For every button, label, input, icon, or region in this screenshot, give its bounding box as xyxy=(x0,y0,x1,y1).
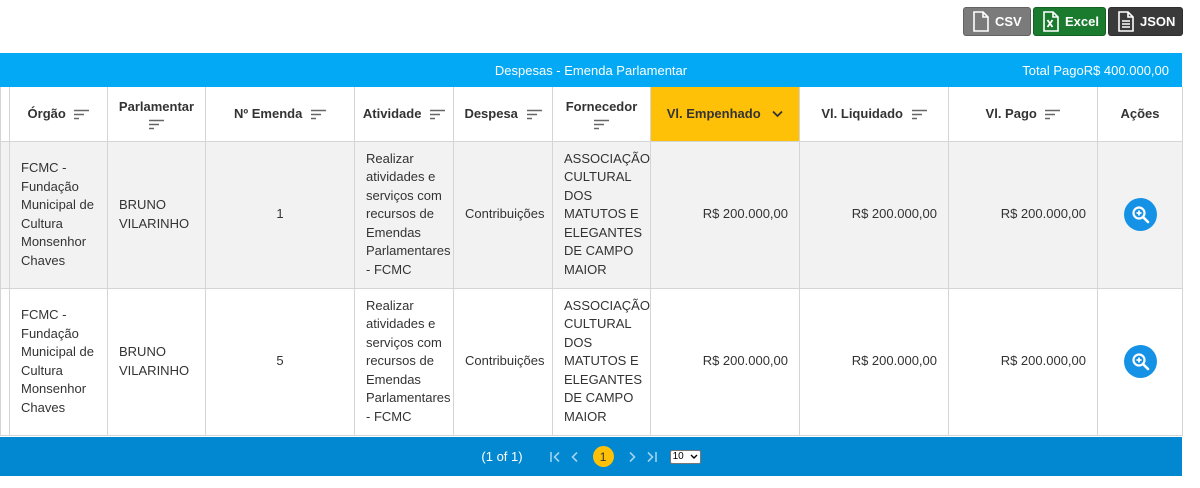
excel-file-icon xyxy=(1042,11,1060,32)
export-json-label: JSON xyxy=(1140,14,1176,29)
cell-empenhado: R$ 200.000,00 xyxy=(651,141,800,288)
cell-acoes xyxy=(1098,141,1183,288)
sort-icon xyxy=(149,119,164,130)
sort-icon xyxy=(527,109,542,120)
paginator xyxy=(0,437,1182,476)
cell-pago: R$ 200.000,00 xyxy=(949,288,1098,435)
zoom-in-icon xyxy=(1131,352,1150,371)
export-toolbar xyxy=(963,7,1183,36)
column-header-liquidado-label: Vl. Liquidado xyxy=(821,105,903,121)
sort-icon xyxy=(1045,109,1060,120)
header-spacer xyxy=(1,87,10,141)
cell-liquidado: R$ 200.000,00 xyxy=(800,288,949,435)
column-header-despesa-label: Despesa xyxy=(464,105,518,121)
row-spacer xyxy=(1,288,10,435)
cell-parlamentar: BRUNO VILARINHO xyxy=(108,141,206,288)
table-row xyxy=(1,141,1183,288)
last-page-button[interactable] xyxy=(642,447,662,467)
file-text-icon xyxy=(1117,11,1135,32)
cell-orgao: FCMC - Fundação Municipal de Cultura Monsenhor Chaves xyxy=(10,141,108,288)
next-page-icon xyxy=(626,451,638,463)
first-page-button[interactable] xyxy=(545,447,565,467)
column-header-orgao-label: Órgão xyxy=(27,105,66,121)
sort-icon xyxy=(74,109,89,120)
chevron-down-icon xyxy=(690,454,698,460)
table-caption xyxy=(0,53,1182,87)
chevron-down-icon xyxy=(772,110,783,118)
column-header-acoes xyxy=(1098,87,1183,141)
expenses-table xyxy=(0,87,1183,436)
first-page-icon xyxy=(549,451,561,463)
row-spacer xyxy=(1,141,10,288)
total-paid: Total PagoR$ 400.000,00 xyxy=(1022,62,1169,78)
header-row xyxy=(1,87,1183,141)
sort-icon xyxy=(430,109,445,120)
export-excel-label: Excel xyxy=(1065,14,1099,29)
column-header-despesa[interactable] xyxy=(454,87,553,141)
sort-icon xyxy=(311,109,326,120)
prev-page-icon xyxy=(569,451,581,463)
view-details-button[interactable] xyxy=(1124,345,1157,378)
column-header-empenhado-label: Vl. Empenhado xyxy=(666,105,761,121)
column-header-fornecedor[interactable] xyxy=(553,87,651,141)
column-header-atividade-label: Atividade xyxy=(362,105,422,121)
rows-per-page-select[interactable] xyxy=(670,450,701,464)
prev-page-button[interactable] xyxy=(565,447,585,467)
column-header-atividade[interactable] xyxy=(355,87,454,141)
cell-empenhado: R$ 200.000,00 xyxy=(651,288,800,435)
page-button-current[interactable]: 1 xyxy=(593,446,614,467)
export-csv-label: CSV xyxy=(995,14,1022,29)
cell-emenda: 5 xyxy=(206,288,355,435)
column-header-parlamentar-label: Parlamentar xyxy=(118,98,195,114)
export-json-button[interactable] xyxy=(1108,7,1183,36)
table-title: Despesas - Emenda Parlamentar xyxy=(494,62,688,78)
export-excel-button[interactable] xyxy=(1033,7,1106,36)
cell-fornecedor: ASSOCIAÇÃO CULTURAL DOS MATUTOS E ELEGANTES DE CAMPO MAIOR xyxy=(553,141,651,288)
zoom-in-icon xyxy=(1131,205,1150,224)
column-header-acoes-label: Ações xyxy=(1120,105,1160,121)
cell-orgao: FCMC - Fundação Municipal de Cultura Monsenhor Chaves xyxy=(10,288,108,435)
column-header-emenda[interactable] xyxy=(206,87,355,141)
export-csv-button[interactable] xyxy=(963,7,1031,36)
file-icon xyxy=(972,11,990,32)
column-header-orgao[interactable] xyxy=(10,87,108,141)
cell-pago: R$ 200.000,00 xyxy=(949,141,1098,288)
cell-fornecedor: ASSOCIAÇÃO CULTURAL DOS MATUTOS E ELEGANTES DE CAMPO MAIOR xyxy=(553,288,651,435)
next-page-button[interactable] xyxy=(622,447,642,467)
page-report: (1 of 1) xyxy=(481,449,523,464)
rows-per-page-value: 10 xyxy=(672,451,684,462)
cell-atividade: Realizar atividades e serviços com recursos de Emendas Parlamentares - FCMC xyxy=(355,288,454,435)
cell-despesa: Contribuições xyxy=(454,141,553,288)
cell-atividade: Realizar atividades e serviços com recursos de Emendas Parlamentares - FCMC xyxy=(355,141,454,288)
cell-acoes xyxy=(1098,288,1183,435)
column-header-pago[interactable] xyxy=(949,87,1098,141)
column-header-emenda-label: Nº Emenda xyxy=(234,105,303,121)
cell-liquidado: R$ 200.000,00 xyxy=(800,141,949,288)
column-header-empenhado[interactable] xyxy=(651,87,800,141)
cell-emenda: 1 xyxy=(206,141,355,288)
sort-icon xyxy=(912,109,927,120)
sort-icon xyxy=(594,119,609,130)
cell-parlamentar: BRUNO VILARINHO xyxy=(108,288,206,435)
column-header-pago-label: Vl. Pago xyxy=(985,105,1037,121)
column-header-fornecedor-label: Fornecedor xyxy=(565,98,638,114)
view-details-button[interactable] xyxy=(1124,198,1157,231)
column-header-parlamentar[interactable] xyxy=(108,87,206,141)
table-row xyxy=(1,288,1183,435)
last-page-icon xyxy=(646,451,658,463)
column-header-liquidado[interactable] xyxy=(800,87,949,141)
cell-despesa: Contribuições xyxy=(454,288,553,435)
